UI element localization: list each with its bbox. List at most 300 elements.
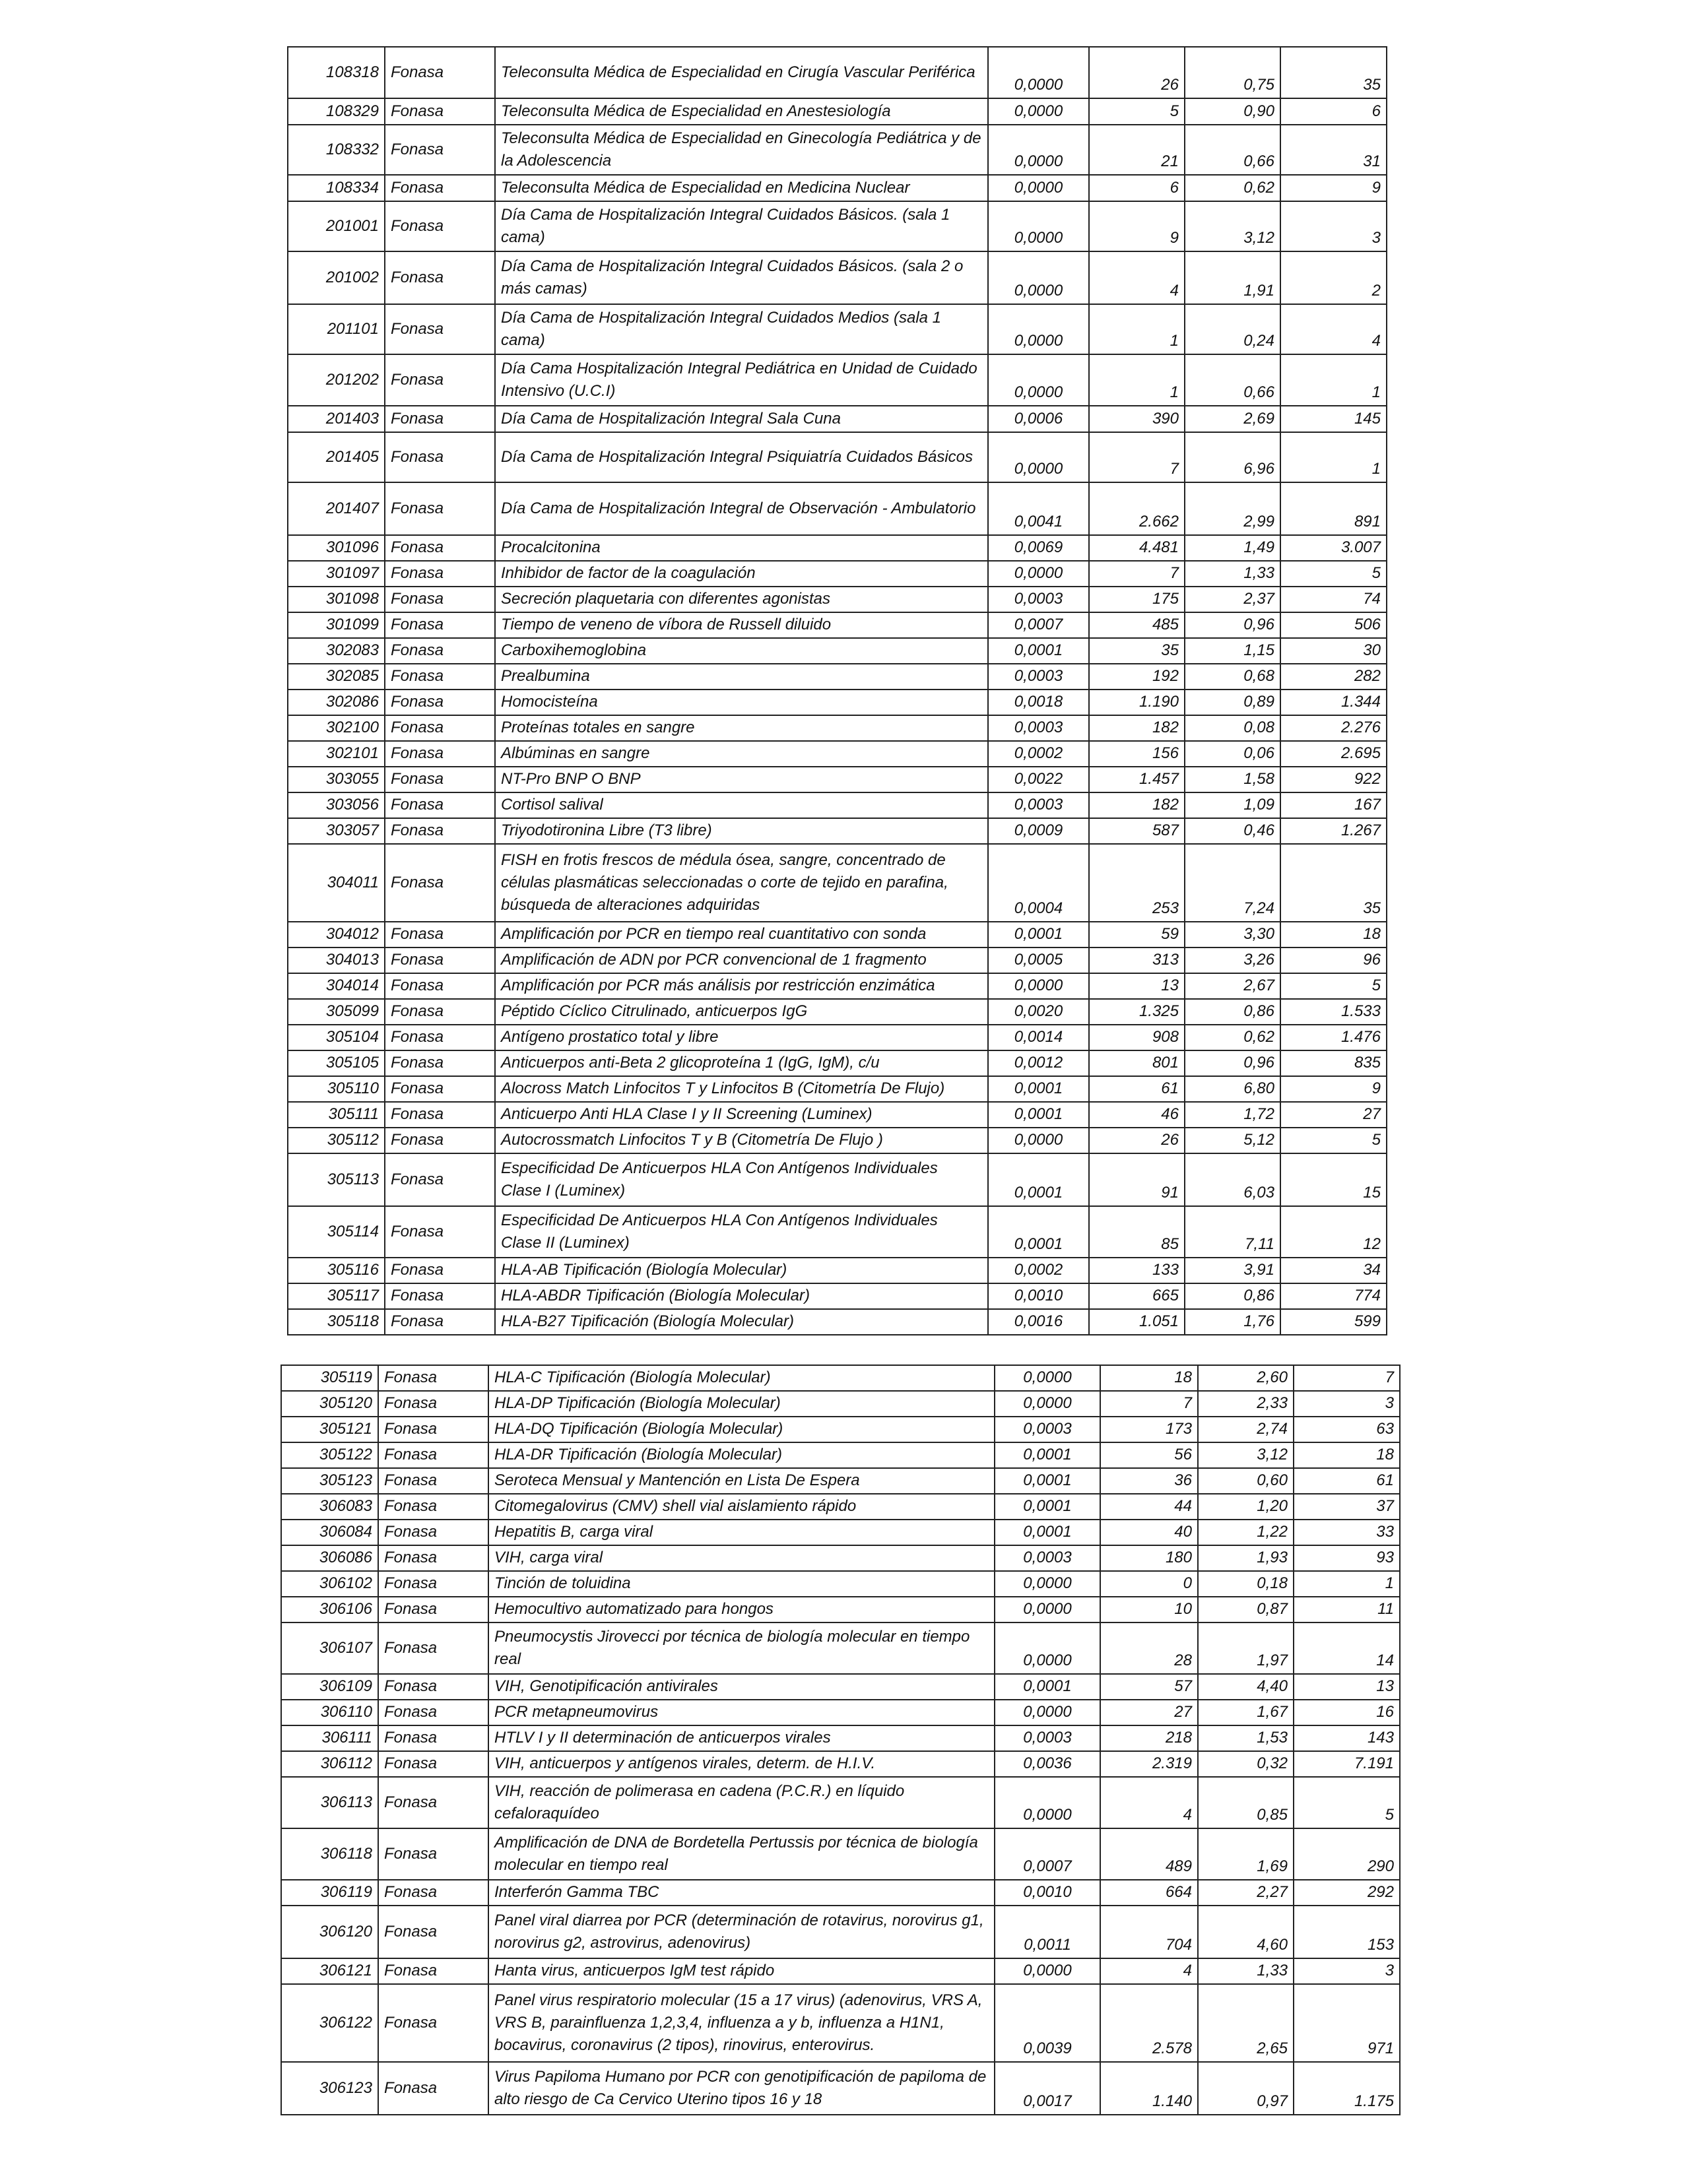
description-cell: Triyodotironina Libre (T3 libre) bbox=[495, 818, 988, 844]
code-cell: 301096 bbox=[288, 535, 385, 561]
code-cell: 305121 bbox=[281, 1417, 378, 1442]
weight-cell: 1,91 bbox=[1185, 251, 1280, 304]
quantity-cell: 182 bbox=[1089, 715, 1185, 741]
description-cell: Día Cama Hospitalización Integral Pediátrica en Unidad de Cuidado Intensivo (U.C.I) bbox=[495, 354, 988, 406]
quantity-cell: 313 bbox=[1089, 947, 1185, 973]
table-row bbox=[288, 1153, 1387, 1206]
insurer-cell: Fonasa bbox=[385, 664, 495, 690]
table-row bbox=[281, 1571, 1400, 1597]
count-cell: 835 bbox=[1280, 1050, 1387, 1076]
description-cell: Tiempo de veneno de víbora de Russell diluido bbox=[495, 612, 988, 638]
code-cell: 305104 bbox=[288, 1025, 385, 1050]
table-row bbox=[288, 973, 1387, 999]
table-row bbox=[288, 1128, 1387, 1153]
description-cell: Secreción plaquetaria con diferentes agonistas bbox=[495, 587, 988, 612]
table-row bbox=[281, 1880, 1400, 1906]
procedures-table-top bbox=[287, 46, 1387, 1335]
insurer-cell: Fonasa bbox=[385, 1128, 495, 1153]
table-row bbox=[281, 1365, 1400, 1391]
quantity-cell: 485 bbox=[1089, 612, 1185, 638]
table-row bbox=[288, 587, 1387, 612]
weight-cell: 1,20 bbox=[1198, 1494, 1294, 1520]
code-cell: 302100 bbox=[288, 715, 385, 741]
weight-cell: 2,67 bbox=[1185, 973, 1280, 999]
insurer-cell: Fonasa bbox=[385, 818, 495, 844]
index-cell: 0,0010 bbox=[988, 1283, 1089, 1309]
quantity-cell: 253 bbox=[1089, 844, 1185, 922]
code-cell: 303056 bbox=[288, 792, 385, 818]
insurer-cell: Fonasa bbox=[378, 1571, 488, 1597]
index-cell: 0,0001 bbox=[988, 1102, 1089, 1128]
count-cell: 3 bbox=[1294, 1958, 1400, 1984]
weight-cell: 3,12 bbox=[1185, 201, 1280, 251]
code-cell: 201407 bbox=[288, 482, 385, 535]
insurer-cell: Fonasa bbox=[378, 1828, 488, 1880]
table-row bbox=[288, 354, 1387, 406]
quantity-cell: 7 bbox=[1100, 1391, 1198, 1417]
quantity-cell: 27 bbox=[1100, 1700, 1198, 1725]
count-cell: 153 bbox=[1294, 1906, 1400, 1958]
description-cell: Antígeno prostatico total y libre bbox=[495, 1025, 988, 1050]
description-cell: Anticuerpos anti-Beta 2 glicoproteína 1 (IgG, IgM), c/u bbox=[495, 1050, 988, 1076]
quantity-cell: 390 bbox=[1089, 406, 1185, 432]
insurer-cell: Fonasa bbox=[378, 2062, 488, 2115]
index-cell: 0,0003 bbox=[995, 1545, 1100, 1571]
description-cell: NT-Pro BNP O BNP bbox=[495, 767, 988, 792]
quantity-cell: 1.325 bbox=[1089, 999, 1185, 1025]
weight-cell: 0,86 bbox=[1185, 1283, 1280, 1309]
quantity-cell: 6 bbox=[1089, 175, 1185, 201]
code-cell: 201002 bbox=[288, 251, 385, 304]
weight-cell: 0,66 bbox=[1185, 125, 1280, 175]
quantity-cell: 1.140 bbox=[1100, 2062, 1198, 2115]
code-cell: 303057 bbox=[288, 818, 385, 844]
description-cell: Día Cama de Hospitalización Integral Cuidados Básicos. (sala 2 o más camas) bbox=[495, 251, 988, 304]
table-row bbox=[288, 638, 1387, 664]
code-cell: 305114 bbox=[288, 1206, 385, 1258]
index-cell: 0,0036 bbox=[995, 1751, 1100, 1777]
count-cell: 35 bbox=[1280, 844, 1387, 922]
code-cell: 305117 bbox=[288, 1283, 385, 1309]
code-cell: 305105 bbox=[288, 1050, 385, 1076]
table-row bbox=[288, 741, 1387, 767]
index-cell: 0,0001 bbox=[995, 1494, 1100, 1520]
insurer-cell: Fonasa bbox=[385, 125, 495, 175]
code-cell: 305119 bbox=[281, 1365, 378, 1391]
table-row bbox=[288, 1025, 1387, 1050]
table-row bbox=[281, 1700, 1400, 1725]
table-row bbox=[288, 201, 1387, 251]
code-cell: 306113 bbox=[281, 1777, 378, 1828]
insurer-cell: Fonasa bbox=[385, 535, 495, 561]
insurer-cell: Fonasa bbox=[385, 612, 495, 638]
quantity-cell: 4 bbox=[1100, 1777, 1198, 1828]
insurer-cell: Fonasa bbox=[378, 1777, 488, 1828]
count-cell: 922 bbox=[1280, 767, 1387, 792]
count-cell: 4 bbox=[1280, 304, 1387, 354]
index-cell: 0,0001 bbox=[988, 1206, 1089, 1258]
weight-cell: 1,69 bbox=[1198, 1828, 1294, 1880]
description-cell: Péptido Cíclico Citrulinado, anticuerpos IgG bbox=[495, 999, 988, 1025]
count-cell: 143 bbox=[1294, 1725, 1400, 1751]
table-row bbox=[281, 1674, 1400, 1700]
weight-cell: 1,67 bbox=[1198, 1700, 1294, 1725]
index-cell: 0,0005 bbox=[988, 947, 1089, 973]
weight-cell: 1,15 bbox=[1185, 638, 1280, 664]
index-cell: 0,0000 bbox=[995, 1597, 1100, 1622]
table-row bbox=[288, 715, 1387, 741]
table-row bbox=[288, 947, 1387, 973]
weight-cell: 3,26 bbox=[1185, 947, 1280, 973]
weight-cell: 0,75 bbox=[1185, 47, 1280, 98]
count-cell: 34 bbox=[1280, 1258, 1387, 1283]
table-row bbox=[288, 406, 1387, 432]
count-cell: 3 bbox=[1294, 1391, 1400, 1417]
weight-cell: 1,22 bbox=[1198, 1520, 1294, 1545]
index-cell: 0,0001 bbox=[995, 1674, 1100, 1700]
code-cell: 306110 bbox=[281, 1700, 378, 1725]
count-cell: 18 bbox=[1280, 922, 1387, 947]
insurer-cell: Fonasa bbox=[378, 1906, 488, 1958]
quantity-cell: 13 bbox=[1089, 973, 1185, 999]
index-cell: 0,0020 bbox=[988, 999, 1089, 1025]
weight-cell: 0,87 bbox=[1198, 1597, 1294, 1622]
description-cell: HLA-DP Tipificación (Biología Molecular) bbox=[488, 1391, 995, 1417]
weight-cell: 1,09 bbox=[1185, 792, 1280, 818]
index-cell: 0,0004 bbox=[988, 844, 1089, 922]
table-row bbox=[288, 1050, 1387, 1076]
index-cell: 0,0041 bbox=[988, 482, 1089, 535]
table-row bbox=[288, 767, 1387, 792]
weight-cell: 1,33 bbox=[1198, 1958, 1294, 1984]
description-cell: Interferón Gamma TBC bbox=[488, 1880, 995, 1906]
table-row bbox=[281, 1777, 1400, 1828]
quantity-cell: 182 bbox=[1089, 792, 1185, 818]
count-cell: 1.175 bbox=[1294, 2062, 1400, 2115]
quantity-cell: 56 bbox=[1100, 1442, 1198, 1468]
count-cell: 1.476 bbox=[1280, 1025, 1387, 1050]
quantity-cell: 0 bbox=[1100, 1571, 1198, 1597]
table-row bbox=[288, 432, 1387, 482]
weight-cell: 6,80 bbox=[1185, 1076, 1280, 1102]
index-cell: 0,0022 bbox=[988, 767, 1089, 792]
code-cell: 201202 bbox=[288, 354, 385, 406]
count-cell: 6 bbox=[1280, 98, 1387, 125]
description-cell: Especificidad De Anticuerpos HLA Con Antígenos Individuales Clase I (Luminex) bbox=[495, 1153, 988, 1206]
description-cell: Anticuerpo Anti HLA Clase I y II Screening (Luminex) bbox=[495, 1102, 988, 1128]
count-cell: 5 bbox=[1280, 1128, 1387, 1153]
count-cell: 93 bbox=[1294, 1545, 1400, 1571]
code-cell: 301097 bbox=[288, 561, 385, 587]
insurer-cell: Fonasa bbox=[385, 251, 495, 304]
table-row bbox=[288, 175, 1387, 201]
quantity-cell: 2.578 bbox=[1100, 1984, 1198, 2062]
code-cell: 301099 bbox=[288, 612, 385, 638]
code-cell: 305112 bbox=[288, 1128, 385, 1153]
index-cell: 0,0011 bbox=[995, 1906, 1100, 1958]
quantity-cell: 218 bbox=[1100, 1725, 1198, 1751]
code-cell: 303055 bbox=[288, 767, 385, 792]
index-cell: 0,0001 bbox=[995, 1520, 1100, 1545]
index-cell: 0,0001 bbox=[995, 1468, 1100, 1494]
description-cell: Teleconsulta Médica de Especialidad en Ginecología Pediátrica y de la Adolescencia bbox=[495, 125, 988, 175]
index-cell: 0,0007 bbox=[988, 612, 1089, 638]
table-row bbox=[288, 1309, 1387, 1335]
weight-cell: 2,74 bbox=[1198, 1417, 1294, 1442]
code-cell: 306106 bbox=[281, 1597, 378, 1622]
weight-cell: 3,12 bbox=[1198, 1442, 1294, 1468]
code-cell: 306109 bbox=[281, 1674, 378, 1700]
quantity-cell: 2.662 bbox=[1089, 482, 1185, 535]
insurer-cell: Fonasa bbox=[385, 304, 495, 354]
weight-cell: 0,90 bbox=[1185, 98, 1280, 125]
count-cell: 74 bbox=[1280, 587, 1387, 612]
index-cell: 0,0007 bbox=[995, 1828, 1100, 1880]
count-cell: 5 bbox=[1294, 1777, 1400, 1828]
insurer-cell: Fonasa bbox=[378, 1365, 488, 1391]
count-cell: 3.007 bbox=[1280, 535, 1387, 561]
index-cell: 0,0003 bbox=[995, 1725, 1100, 1751]
count-cell: 1.533 bbox=[1280, 999, 1387, 1025]
table-row bbox=[281, 2062, 1400, 2115]
count-cell: 290 bbox=[1294, 1828, 1400, 1880]
quantity-cell: 192 bbox=[1089, 664, 1185, 690]
index-cell: 0,0002 bbox=[988, 1258, 1089, 1283]
quantity-cell: 40 bbox=[1100, 1520, 1198, 1545]
description-cell: Hepatitis B, carga viral bbox=[488, 1520, 995, 1545]
table-row bbox=[281, 1958, 1400, 1984]
description-cell: Virus Papiloma Humano por PCR con genotipificación de papiloma de alto riesgo de Ca Cervico Uterino tipos 16 y 18 bbox=[488, 2062, 995, 2115]
count-cell: 167 bbox=[1280, 792, 1387, 818]
insurer-cell: Fonasa bbox=[385, 354, 495, 406]
index-cell: 0,0003 bbox=[988, 715, 1089, 741]
description-cell: Día Cama de Hospitalización Integral Psiquiatría Cuidados Básicos bbox=[495, 432, 988, 482]
count-cell: 5 bbox=[1280, 973, 1387, 999]
description-cell: Día Cama de Hospitalización Integral de Observación - Ambulatorio bbox=[495, 482, 988, 535]
description-cell: Homocisteína bbox=[495, 690, 988, 715]
count-cell: 7 bbox=[1294, 1365, 1400, 1391]
count-cell: 13 bbox=[1294, 1674, 1400, 1700]
quantity-cell: 61 bbox=[1089, 1076, 1185, 1102]
weight-cell: 0,60 bbox=[1198, 1468, 1294, 1494]
code-cell: 304011 bbox=[288, 844, 385, 922]
count-cell: 282 bbox=[1280, 664, 1387, 690]
quantity-cell: 175 bbox=[1089, 587, 1185, 612]
insurer-cell: Fonasa bbox=[378, 1984, 488, 2062]
index-cell: 0,0000 bbox=[988, 304, 1089, 354]
weight-cell: 1,53 bbox=[1198, 1725, 1294, 1751]
insurer-cell: Fonasa bbox=[385, 1206, 495, 1258]
table-row bbox=[281, 1751, 1400, 1777]
count-cell: 30 bbox=[1280, 638, 1387, 664]
insurer-cell: Fonasa bbox=[385, 432, 495, 482]
table-row bbox=[288, 1258, 1387, 1283]
code-cell: 201405 bbox=[288, 432, 385, 482]
insurer-cell: Fonasa bbox=[385, 587, 495, 612]
index-cell: 0,0003 bbox=[988, 792, 1089, 818]
table-row bbox=[288, 999, 1387, 1025]
description-cell: VIH, Genotipificación antivirales bbox=[488, 1674, 995, 1700]
insurer-cell: Fonasa bbox=[385, 922, 495, 947]
table-row bbox=[288, 1076, 1387, 1102]
code-cell: 201101 bbox=[288, 304, 385, 354]
index-cell: 0,0001 bbox=[988, 922, 1089, 947]
insurer-cell: Fonasa bbox=[385, 792, 495, 818]
table-row bbox=[288, 561, 1387, 587]
index-cell: 0,0039 bbox=[995, 1984, 1100, 2062]
count-cell: 15 bbox=[1280, 1153, 1387, 1206]
code-cell: 305113 bbox=[288, 1153, 385, 1206]
code-cell: 306122 bbox=[281, 1984, 378, 2062]
insurer-cell: Fonasa bbox=[385, 1076, 495, 1102]
description-cell: Tinción de toluidina bbox=[488, 1571, 995, 1597]
insurer-cell: Fonasa bbox=[385, 482, 495, 535]
quantity-cell: 5 bbox=[1089, 98, 1185, 125]
count-cell: 12 bbox=[1280, 1206, 1387, 1258]
quantity-cell: 59 bbox=[1089, 922, 1185, 947]
description-cell: HLA-DR Tipificación (Biología Molecular) bbox=[488, 1442, 995, 1468]
count-cell: 11 bbox=[1294, 1597, 1400, 1622]
code-cell: 304014 bbox=[288, 973, 385, 999]
insurer-cell: Fonasa bbox=[385, 1025, 495, 1050]
count-cell: 14 bbox=[1294, 1622, 1400, 1674]
table-row bbox=[281, 1906, 1400, 1958]
description-cell: Proteínas totales en sangre bbox=[495, 715, 988, 741]
weight-cell: 0,96 bbox=[1185, 612, 1280, 638]
weight-cell: 6,96 bbox=[1185, 432, 1280, 482]
table-row bbox=[288, 98, 1387, 125]
description-cell: HLA-ABDR Tipificación (Biología Molecular) bbox=[495, 1283, 988, 1309]
weight-cell: 0,46 bbox=[1185, 818, 1280, 844]
description-cell: Día Cama de Hospitalización Integral Cuidados Medios (sala 1 cama) bbox=[495, 304, 988, 354]
insurer-cell: Fonasa bbox=[378, 1417, 488, 1442]
code-cell: 306119 bbox=[281, 1880, 378, 1906]
description-cell: Panel viral diarrea por PCR (determinación de rotavirus, norovirus g1, norovirus g2, astrovirus, adenovirus) bbox=[488, 1906, 995, 1958]
table-row bbox=[288, 1102, 1387, 1128]
quantity-cell: 7 bbox=[1089, 432, 1185, 482]
description-cell: Amplificación por PCR más análisis por restricción enzimática bbox=[495, 973, 988, 999]
count-cell: 3 bbox=[1280, 201, 1387, 251]
insurer-cell: Fonasa bbox=[385, 715, 495, 741]
table-row bbox=[281, 1597, 1400, 1622]
description-cell: Día Cama de Hospitalización Integral Sala Cuna bbox=[495, 406, 988, 432]
weight-cell: 1,49 bbox=[1185, 535, 1280, 561]
insurer-cell: Fonasa bbox=[378, 1880, 488, 1906]
weight-cell: 6,03 bbox=[1185, 1153, 1280, 1206]
code-cell: 306083 bbox=[281, 1494, 378, 1520]
table-row bbox=[288, 612, 1387, 638]
table-row bbox=[288, 1283, 1387, 1309]
quantity-cell: 4.481 bbox=[1089, 535, 1185, 561]
insurer-cell: Fonasa bbox=[385, 767, 495, 792]
count-cell: 2.695 bbox=[1280, 741, 1387, 767]
weight-cell: 0,97 bbox=[1198, 2062, 1294, 2115]
index-cell: 0,0000 bbox=[988, 251, 1089, 304]
count-cell: 2 bbox=[1280, 251, 1387, 304]
index-cell: 0,0018 bbox=[988, 690, 1089, 715]
table-row bbox=[288, 47, 1387, 98]
code-cell: 304013 bbox=[288, 947, 385, 973]
description-cell: PCR metapneumovirus bbox=[488, 1700, 995, 1725]
insurer-cell: Fonasa bbox=[378, 1442, 488, 1468]
count-cell: 18 bbox=[1294, 1442, 1400, 1468]
weight-cell: 0,62 bbox=[1185, 1025, 1280, 1050]
description-cell: Hanta virus, anticuerpos IgM test rápido bbox=[488, 1958, 995, 1984]
index-cell: 0,0016 bbox=[988, 1309, 1089, 1335]
weight-cell: 2,99 bbox=[1185, 482, 1280, 535]
index-cell: 0,0000 bbox=[995, 1365, 1100, 1391]
code-cell: 306121 bbox=[281, 1958, 378, 1984]
quantity-cell: 156 bbox=[1089, 741, 1185, 767]
insurer-cell: Fonasa bbox=[385, 1283, 495, 1309]
index-cell: 0,0000 bbox=[988, 973, 1089, 999]
description-cell: Albúminas en sangre bbox=[495, 741, 988, 767]
index-cell: 0,0000 bbox=[995, 1777, 1100, 1828]
weight-cell: 0,85 bbox=[1198, 1777, 1294, 1828]
weight-cell: 7,24 bbox=[1185, 844, 1280, 922]
index-cell: 0,0000 bbox=[988, 125, 1089, 175]
quantity-cell: 85 bbox=[1089, 1206, 1185, 1258]
count-cell: 35 bbox=[1280, 47, 1387, 98]
description-cell: HLA-B27 Tipificación (Biología Molecular) bbox=[495, 1309, 988, 1335]
weight-cell: 2,33 bbox=[1198, 1391, 1294, 1417]
quantity-cell: 57 bbox=[1100, 1674, 1198, 1700]
index-cell: 0,0001 bbox=[988, 638, 1089, 664]
description-cell: Amplificación por PCR en tiempo real cuantitativo con sonda bbox=[495, 922, 988, 947]
quantity-cell: 46 bbox=[1089, 1102, 1185, 1128]
count-cell: 96 bbox=[1280, 947, 1387, 973]
insurer-cell: Fonasa bbox=[385, 741, 495, 767]
insurer-cell: Fonasa bbox=[385, 999, 495, 1025]
weight-cell: 1,58 bbox=[1185, 767, 1280, 792]
count-cell: 292 bbox=[1294, 1880, 1400, 1906]
quantity-cell: 133 bbox=[1089, 1258, 1185, 1283]
code-cell: 108332 bbox=[288, 125, 385, 175]
description-cell: Alocross Match Linfocitos T y Linfocitos B (Citometría De Flujo) bbox=[495, 1076, 988, 1102]
index-cell: 0,0000 bbox=[988, 561, 1089, 587]
weight-cell: 0,62 bbox=[1185, 175, 1280, 201]
count-cell: 145 bbox=[1280, 406, 1387, 432]
weight-cell: 3,91 bbox=[1185, 1258, 1280, 1283]
index-cell: 0,0002 bbox=[988, 741, 1089, 767]
weight-cell: 3,30 bbox=[1185, 922, 1280, 947]
index-cell: 0,0001 bbox=[995, 1442, 1100, 1468]
count-cell: 27 bbox=[1280, 1102, 1387, 1128]
quantity-cell: 18 bbox=[1100, 1365, 1198, 1391]
table-row bbox=[288, 251, 1387, 304]
count-cell: 63 bbox=[1294, 1417, 1400, 1442]
quantity-cell: 1.457 bbox=[1089, 767, 1185, 792]
count-cell: 16 bbox=[1294, 1700, 1400, 1725]
weight-cell: 2,27 bbox=[1198, 1880, 1294, 1906]
insurer-cell: Fonasa bbox=[378, 1494, 488, 1520]
description-cell: Teleconsulta Médica de Especialidad en Cirugía Vascular Periférica bbox=[495, 47, 988, 98]
table-row bbox=[281, 1494, 1400, 1520]
table-body-bottom bbox=[281, 1365, 1400, 2115]
table-body-top bbox=[288, 47, 1387, 1335]
quantity-cell: 704 bbox=[1100, 1906, 1198, 1958]
code-cell: 305116 bbox=[288, 1258, 385, 1283]
insurer-cell: Fonasa bbox=[385, 47, 495, 98]
table-row bbox=[288, 818, 1387, 844]
description-cell: HLA-AB Tipificación (Biología Molecular) bbox=[495, 1258, 988, 1283]
table-row bbox=[281, 1725, 1400, 1751]
table-row bbox=[281, 1391, 1400, 1417]
code-cell: 306107 bbox=[281, 1622, 378, 1674]
description-cell: Inhibidor de factor de la coagulación bbox=[495, 561, 988, 587]
insurer-cell: Fonasa bbox=[385, 1309, 495, 1335]
description-cell: Teleconsulta Médica de Especialidad en Medicina Nuclear bbox=[495, 175, 988, 201]
